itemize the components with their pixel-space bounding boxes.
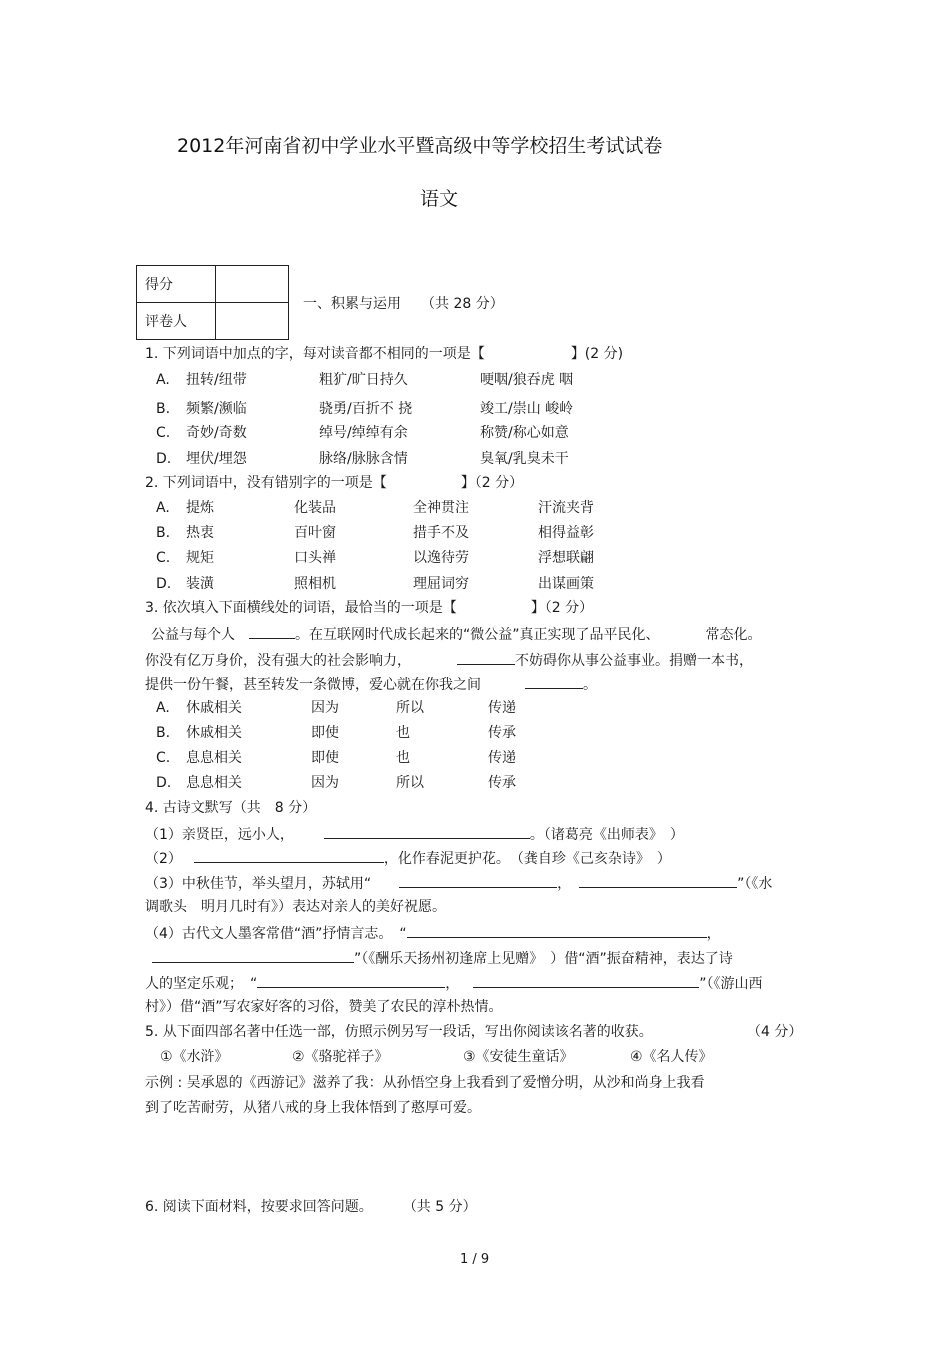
q3-passage-line3: 提供一份午餐，甚至转发一条微博，爱心就在你我之间 。 <box>145 674 597 694</box>
option-cell: 传递 <box>488 750 516 766</box>
option-label: B. <box>156 725 171 741</box>
option-cell: 息息相关 <box>186 775 242 791</box>
q4-line1: （1）亲贤臣，远小人， 。（诸葛亮《出师表》 ） <box>145 824 684 844</box>
option-cell: 因为 <box>311 775 339 791</box>
option-label: D. <box>156 451 172 467</box>
q4-line6: 人的坚定乐观； “ ， ”（《游山西 <box>145 973 763 993</box>
option-cell: 理屈词穷 <box>413 576 469 592</box>
q4-line4: （4）古代文人墨客常借“酒”抒情言志。 “ ， <box>145 923 721 943</box>
answer-blank[interactable] <box>579 873 737 888</box>
q2-stem: 2. 下列词语中，没有错别字的一项是【 】（2 分） <box>145 475 524 491</box>
option-cell: 频繁/濒临 <box>186 401 247 417</box>
section-title: 一、积累与运用 （共 28 分） <box>303 296 504 312</box>
option-cell: 措手不及 <box>413 525 469 541</box>
answer-blank[interactable] <box>152 948 354 963</box>
score-label: 得分 <box>137 266 216 303</box>
option-label: C. <box>156 425 171 441</box>
option-cell: 息息相关 <box>186 750 242 766</box>
answer-blank[interactable] <box>324 824 530 839</box>
q4-stem: 4. 古诗文默写（共 8 分） <box>145 800 317 816</box>
answer-blank[interactable] <box>525 674 583 689</box>
option-cell: 也 <box>396 750 410 766</box>
option-cell: 粗犷/旷日持久 <box>319 372 408 388</box>
option-cell: 称赞/称心如意 <box>480 425 569 441</box>
option-cell: 口头禅 <box>294 550 336 566</box>
option-cell: 所以 <box>396 775 424 791</box>
q5-points: （4 分） <box>747 1024 803 1040</box>
option-cell: 扭转/纽带 <box>186 372 247 388</box>
option-cell: 百叶窗 <box>294 525 336 541</box>
option-cell: 哽咽/狼吞虎 咽 <box>480 372 574 388</box>
subject-title: 语文 <box>420 188 459 210</box>
q1-stem: 1. 下列词语中加点的字，每对读音都不相同的一项是【 】(2 分) <box>145 346 624 362</box>
option-cell: 提炼 <box>186 500 214 516</box>
option-cell: 即使 <box>311 725 339 741</box>
answer-blank[interactable] <box>457 650 515 665</box>
option-cell: 规矩 <box>186 550 214 566</box>
answer-blank[interactable] <box>249 624 295 639</box>
option-cell: 以逸待劳 <box>413 550 469 566</box>
q4-line3-cont: 调歌头 明月几时有》）表达对亲人的美好祝愿。 <box>145 899 446 915</box>
grader-label: 评卷人 <box>137 303 216 340</box>
q3-stem: 3. 依次填入下面横线处的词语，最恰当的一项是【 】（2 分） <box>145 600 594 616</box>
answer-blank[interactable] <box>399 873 557 888</box>
option-cell: 因为 <box>311 700 339 716</box>
option-cell: 化装品 <box>294 500 336 516</box>
q3-passage-line1: 公益与每个人 。在互联网时代成长起来的“微公益”真正实现了品平民化、 常态化。 <box>151 624 762 644</box>
option-cell: 竣工/崇山 峻岭 <box>480 401 574 417</box>
score-cell <box>216 266 289 303</box>
q3-passage-line2: 你没有亿万身价，没有强大的社会影响力， 不妨碍你从事公益事业。捐赠一本书， <box>145 650 753 670</box>
q5-example-line1: 示例 : 吴承恩的《西游记》滋养了我：从孙悟空身上我看到了爱憎分明，从沙和尚身上我看 <box>145 1075 705 1091</box>
q4-line5: ”（《酬乐天扬州初逢席上见赠》 ）借“酒”振奋精神，表达了诗 <box>152 948 733 968</box>
option-cell: 照相机 <box>294 576 336 592</box>
q5-stem: 5. 从下面四部名著中任选一部，仿照示例另写一段话，写出你阅读该名著的收获。 <box>145 1024 653 1040</box>
option-label: D. <box>156 775 172 791</box>
q5-book: ②《骆驼祥子》 <box>292 1049 389 1065</box>
grader-cell <box>216 303 289 340</box>
option-label: A. <box>156 500 170 516</box>
option-cell: 休戚相关 <box>186 725 242 741</box>
q6-stem: 6. 阅读下面材料，按要求回答问题。 （共 5 分） <box>145 1199 477 1215</box>
option-cell: 埋伏/埋怨 <box>186 451 247 467</box>
answer-blank[interactable] <box>194 848 384 863</box>
option-label: A. <box>156 700 170 716</box>
option-label: C. <box>156 750 171 766</box>
page-number: 1 / 9 <box>460 1252 490 1267</box>
option-cell: 臭氧/乳臭未干 <box>480 451 569 467</box>
option-cell: 奇妙/奇数 <box>186 425 247 441</box>
option-label: C. <box>156 550 171 566</box>
q4-line2: （2） ，化作春泥更护花。 （龚自珍《己亥杂诗》 ） <box>145 848 671 868</box>
option-cell: 脉络/脉脉含情 <box>319 451 408 467</box>
q4-line3: （3）中秋佳节，举头望月，苏轼用“ ， ”（《水 <box>145 873 772 893</box>
q5-book: ④《名人传》 <box>630 1049 713 1065</box>
option-cell: 即使 <box>311 750 339 766</box>
q4-line7: 村》）借“酒”写农家好客的习俗，赞美了农民的淳朴热情。 <box>145 999 503 1015</box>
option-label: B. <box>156 401 171 417</box>
option-cell: 热衷 <box>186 525 214 541</box>
answer-blank[interactable] <box>257 973 445 988</box>
option-label: B. <box>156 525 171 541</box>
option-cell: 传承 <box>488 775 516 791</box>
option-cell: 所以 <box>396 700 424 716</box>
option-cell: 汗流夹背 <box>538 500 594 516</box>
answer-blank[interactable] <box>473 973 699 988</box>
option-cell: 全神贯注 <box>413 500 469 516</box>
option-cell: 骁勇/百折不 挠 <box>319 401 413 417</box>
option-cell: 绰号/绰绰有余 <box>319 425 408 441</box>
option-cell: 也 <box>396 725 410 741</box>
q5-book: ③《安徒生童话》 <box>463 1049 574 1065</box>
option-cell: 装潢 <box>186 576 214 592</box>
q5-example-line2: 到了吃苦耐劳，从猪八戒的身上我体悟到了憨厚可爱。 <box>145 1100 481 1116</box>
option-cell: 浮想联翩 <box>538 550 594 566</box>
option-label: D. <box>156 576 172 592</box>
score-table <box>136 265 289 340</box>
option-cell: 休戚相关 <box>186 700 242 716</box>
option-cell: 相得益彰 <box>538 525 594 541</box>
option-cell: 传承 <box>488 725 516 741</box>
option-cell: 出谋画策 <box>538 576 594 592</box>
page-title: 2012年河南省初中学业水平暨高级中等学校招生考试试卷 <box>177 135 663 157</box>
answer-blank[interactable] <box>407 923 707 938</box>
option-cell: 传递 <box>488 700 516 716</box>
option-label: A. <box>156 372 170 388</box>
q5-book: ①《水浒》 <box>160 1049 229 1065</box>
